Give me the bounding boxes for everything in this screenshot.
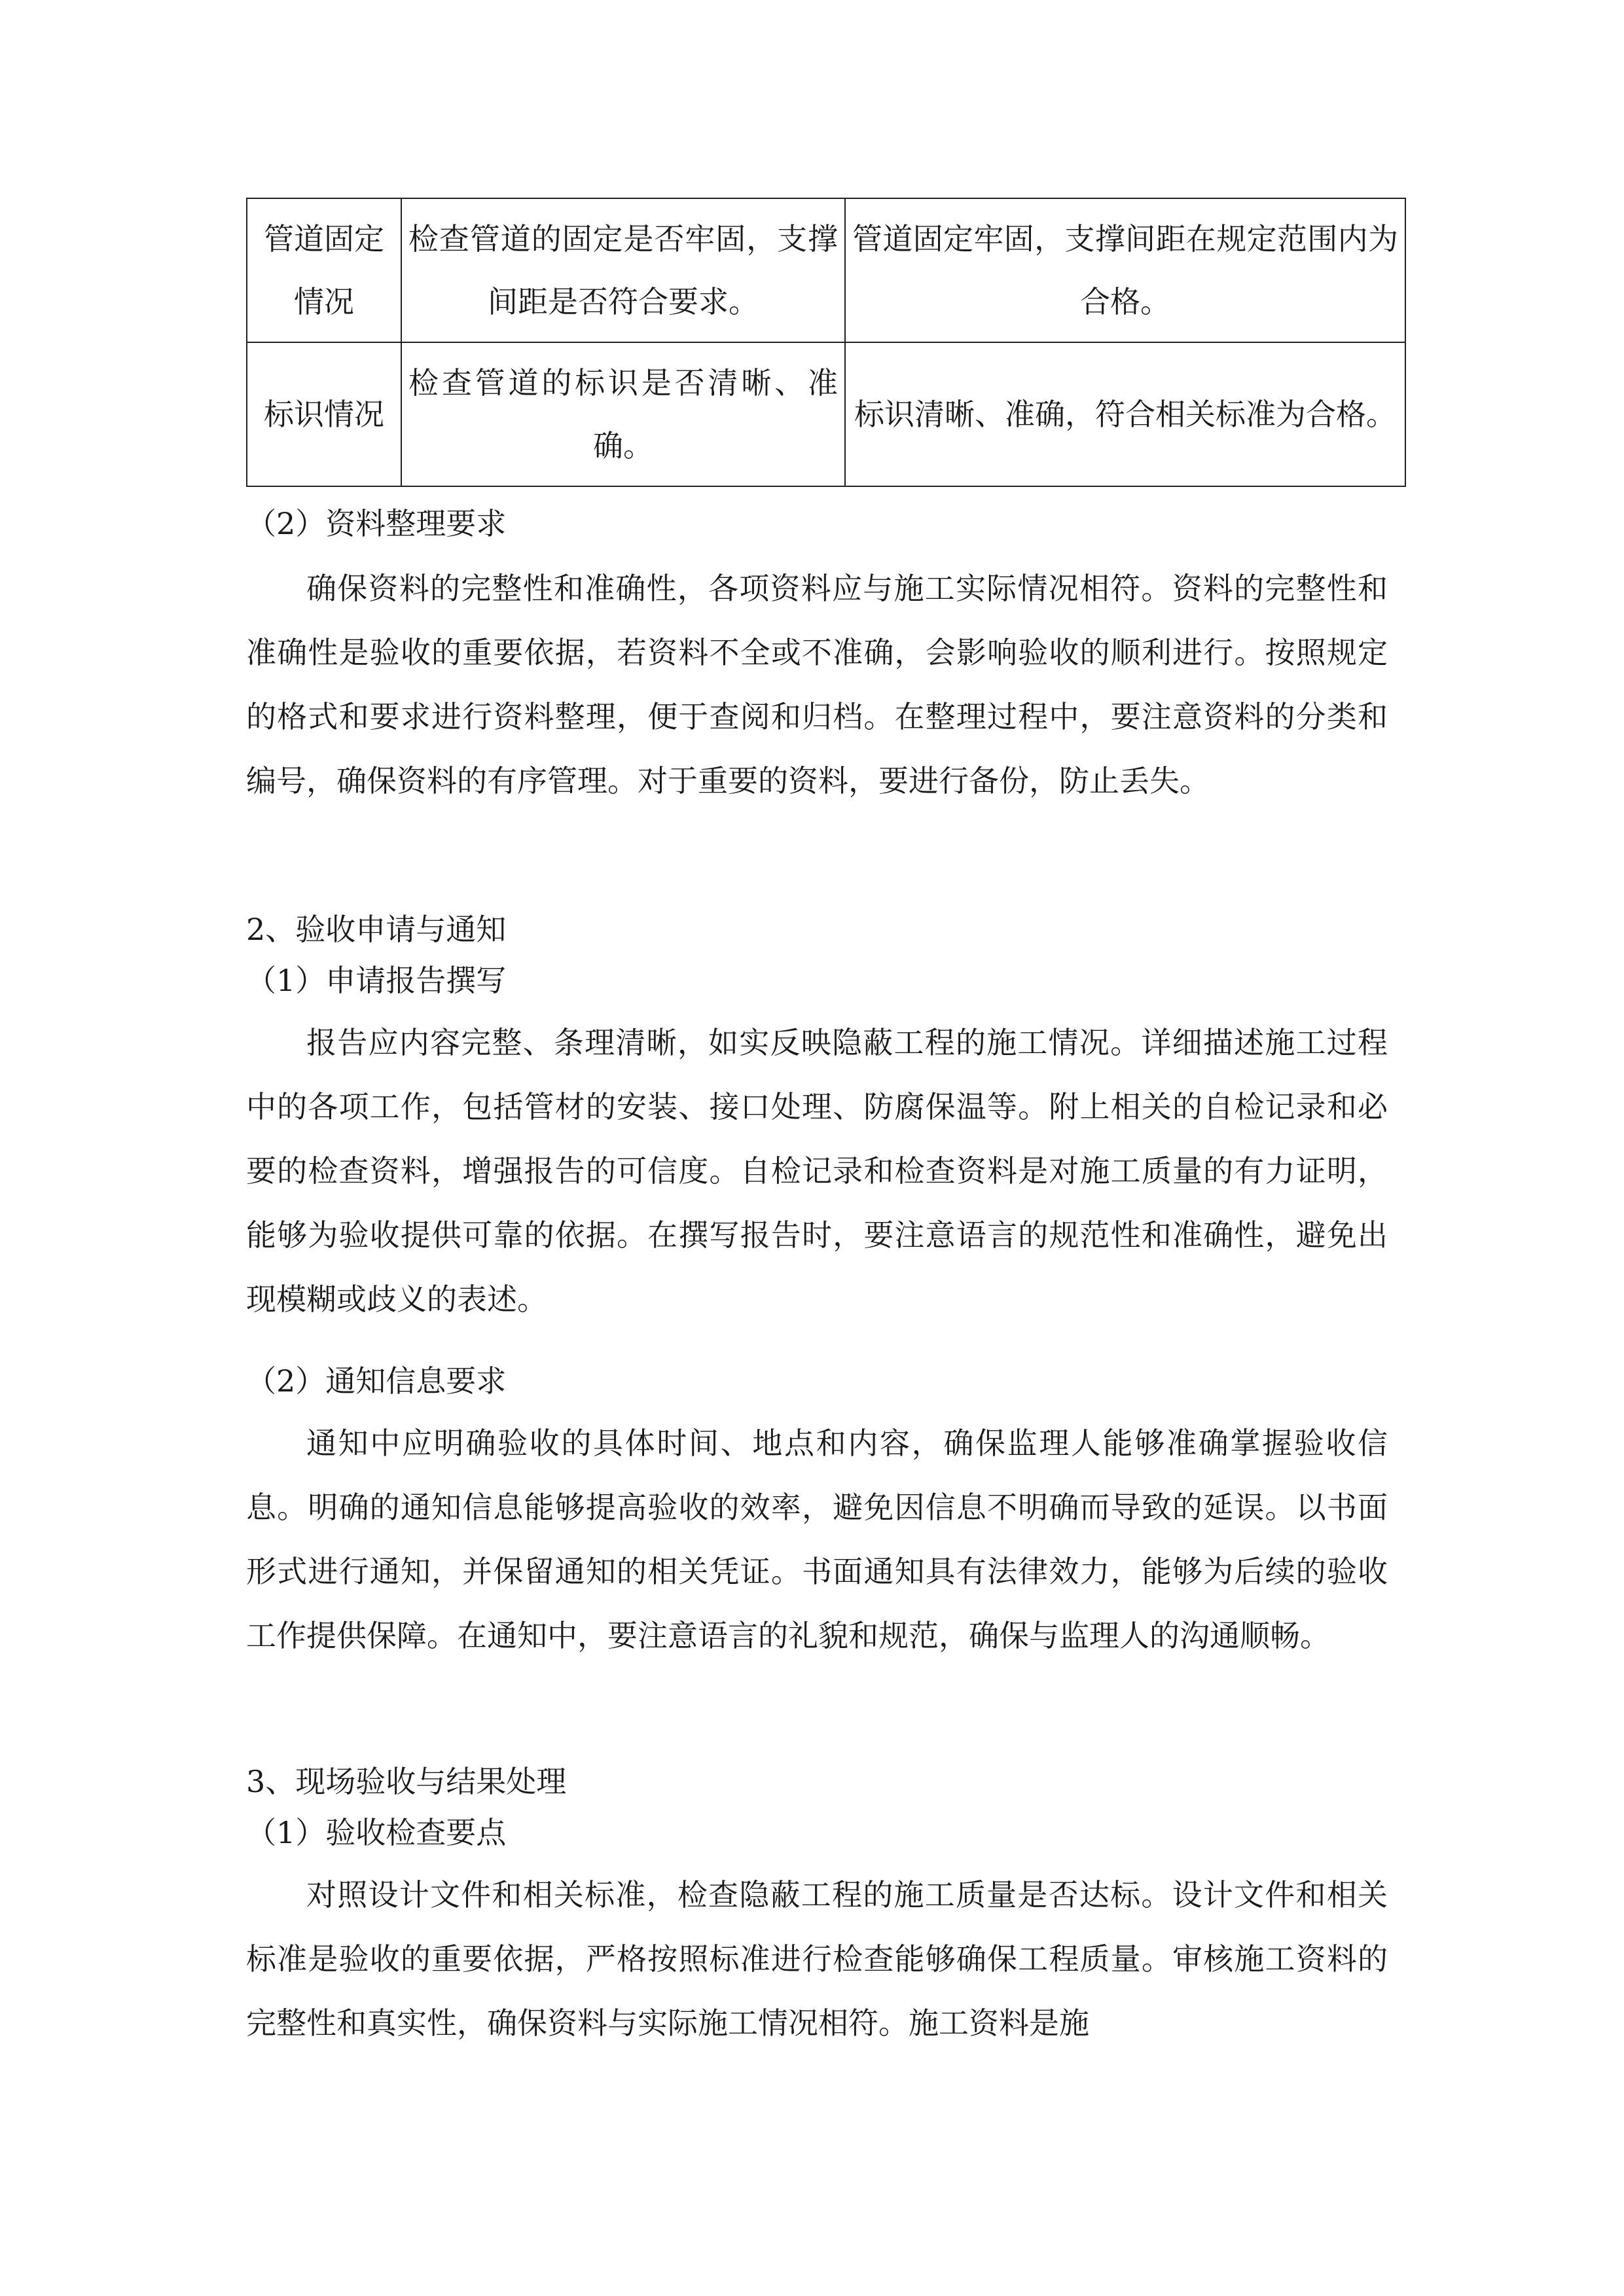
section-title-site-acceptance: 3、现场验收与结果处理 [246, 1764, 567, 1799]
paragraph-report-writing: 报告应内容完整、条理清晰，如实反映隐蔽工程的施工情况。详细描述施工过程中的各项工作，包括管材的安装、接口处理、防腐保温等。附上相关的自检记录和必要的检查资料，增强报告的可信度。自检记录和检查资料是对施工质量的有力证明，能够为验收提供可靠的依据。在撰写报告时，要注意语言的规范性和准确性，避免出现模糊或歧义的表述。 [246, 1025, 1388, 1317]
table-row [247, 198, 1405, 342]
paragraph-check-points: 对照设计文件和相关标准，检查隐蔽工程的施工质量是否达标。设计文件和相关标准是验收的重要依据，严格按照标准进行检查能够确保工程质量。审核施工资料的完整性和真实性，确保资料与实际施工情况相符。施工资料是施 [246, 1877, 1388, 2041]
table-cell-standard: 标识清晰、准确，符合相关标准为合格。 [845, 342, 1405, 486]
section-title-application: 2、验收申请与通知 [246, 912, 507, 947]
table-cell-item: 标识情况 [247, 342, 401, 486]
table-cell-method: 检查管道的固定是否牢固，支撑间距是否符合要求。 [401, 198, 845, 342]
inspection-table [246, 198, 1406, 487]
subsection-title-report-writing: （1）申请报告撰写 [246, 963, 507, 998]
subsection-title-data-organization: （2）资料整理要求 [246, 506, 507, 541]
table-cell-standard: 管道固定牢固，支撑间距在规定范围内为合格。 [845, 198, 1405, 342]
subsection-title-notice-info: （2）通知信息要求 [246, 1363, 507, 1399]
table-cell-item: 管道固定情况 [247, 198, 401, 342]
paragraph-data-organization: 确保资料的完整性和准确性，各项资料应与施工实际情况相符。资料的完整性和准确性是验收的重要依据，若资料不全或不准确，会影响验收的顺利进行。按照规定的格式和要求进行资料整理，便于查阅和归档。在整理过程中，要注意资料的分类和编号，确保资料的有序管理。对于重要的资料，要进行备份，防止丢失。 [246, 571, 1388, 798]
paragraph-notice-info: 通知中应明确验收的具体时间、地点和内容，确保监理人能够准确掌握验收信息。明确的通知信息能够提高验收的效率，避免因信息不明确而导致的延误。以书面形式进行通知，并保留通知的相关凭证。书面通知具有法律效力，能够为后续的验收工作提供保障。在通知中，要注意语言的礼貌和规范，确保与监理人的沟通顺畅。 [246, 1426, 1388, 1653]
subsection-title-check-points: （1）验收检查要点 [246, 1815, 507, 1850]
table-row [247, 342, 1405, 486]
table-cell-method: 检查管道的标识是否清晰、准确。 [401, 342, 845, 486]
